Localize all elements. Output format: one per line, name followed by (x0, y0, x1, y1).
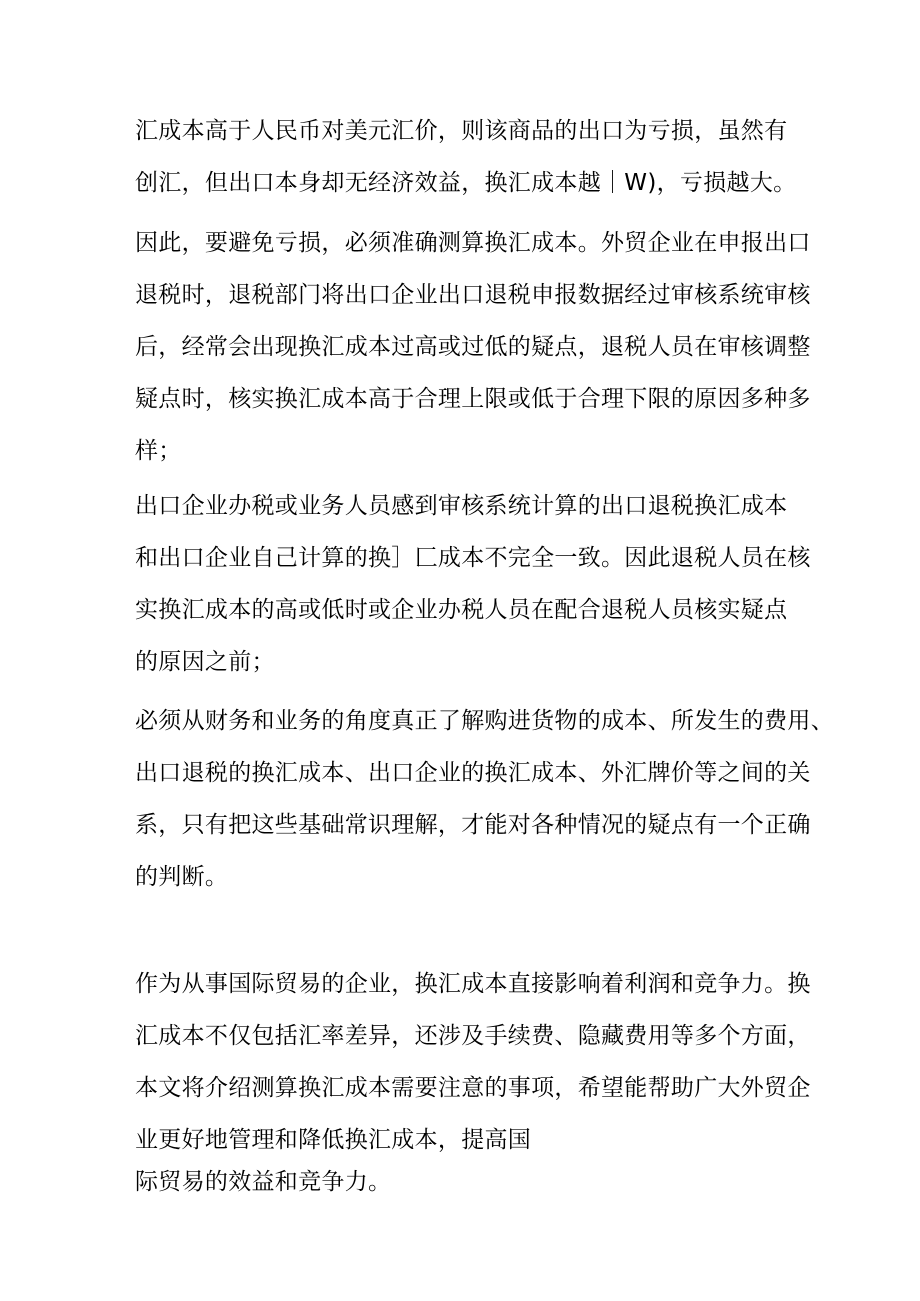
paragraph-2-line-4: 疑点时，核实换汇成本高于合理上限或低于合理下限的原因多种多 (135, 386, 811, 412)
paragraph-3-line-4: 的原因之前； (135, 649, 275, 675)
paragraph-1-line-2: 创汇，但出口本身却无经济效益，换汇成本越｜W)，亏损越大。 (135, 170, 797, 196)
paragraph-5-line-1: 作为从事国际贸易的企业，换汇成本直接影响着利润和竞争力。换 (135, 971, 811, 997)
paragraph-2-line-3: 后，经常会出现换汇成本过高或过低的疑点，退税人员在审核调整 (135, 334, 811, 360)
paragraph-3-line-2: 和出口企业自己计算的换］匚成本不完全一致。因此退税人员在核 (135, 545, 811, 571)
paragraph-4-line-4: 的判断。 (135, 864, 229, 890)
paragraph-1-line-1: 汇成本高于人民币对美元汇价，则该商品的出口为亏损，虽然有 (135, 118, 788, 144)
paragraph-3-line-1: 出口企业办税或业务人员感到审核系统计算的出口退税换汇成本 (135, 493, 788, 519)
paragraph-4-line-2: 出口退税的换汇成本、出口企业的换汇成本、外汇牌价等之间的关 (135, 760, 811, 786)
paragraph-3-line-3: 实换汇成本的高或低时或企业办税人员在配合退税人员核实疑点 (135, 597, 788, 623)
paragraph-2-line-1: 因此，要避免亏损，必须准确测算换汇成本。外贸企业在申报出口 (135, 230, 811, 256)
paragraph-5-line-5: 际贸易的效益和竞争力。 (135, 1169, 392, 1195)
paragraph-4-line-3: 系，只有把这些基础常识理解，才能对各种情况的疑点有一个正确 (135, 812, 811, 838)
paragraph-5-line-2: 汇成本不仅包括汇率差异，还涉及手续费、隐藏费用等多个方面， (135, 1023, 811, 1049)
paragraph-5-line-3: 本文将介绍测算换汇成本需要注意的事项，希望能帮助广大外贸企 (135, 1075, 811, 1101)
paragraph-2-line-2: 退税时，退税部门将出口企业出口退税申报数据经过审核系统审核 (135, 282, 811, 308)
paragraph-2-line-5: 样； (135, 438, 182, 464)
paragraph-4-line-1: 必须从财务和业务的角度真正了解购进货物的成本、所发生的费用、 (135, 708, 834, 734)
paragraph-5-line-4: 业更好地管理和降低换汇成本，提高国 (135, 1127, 532, 1153)
